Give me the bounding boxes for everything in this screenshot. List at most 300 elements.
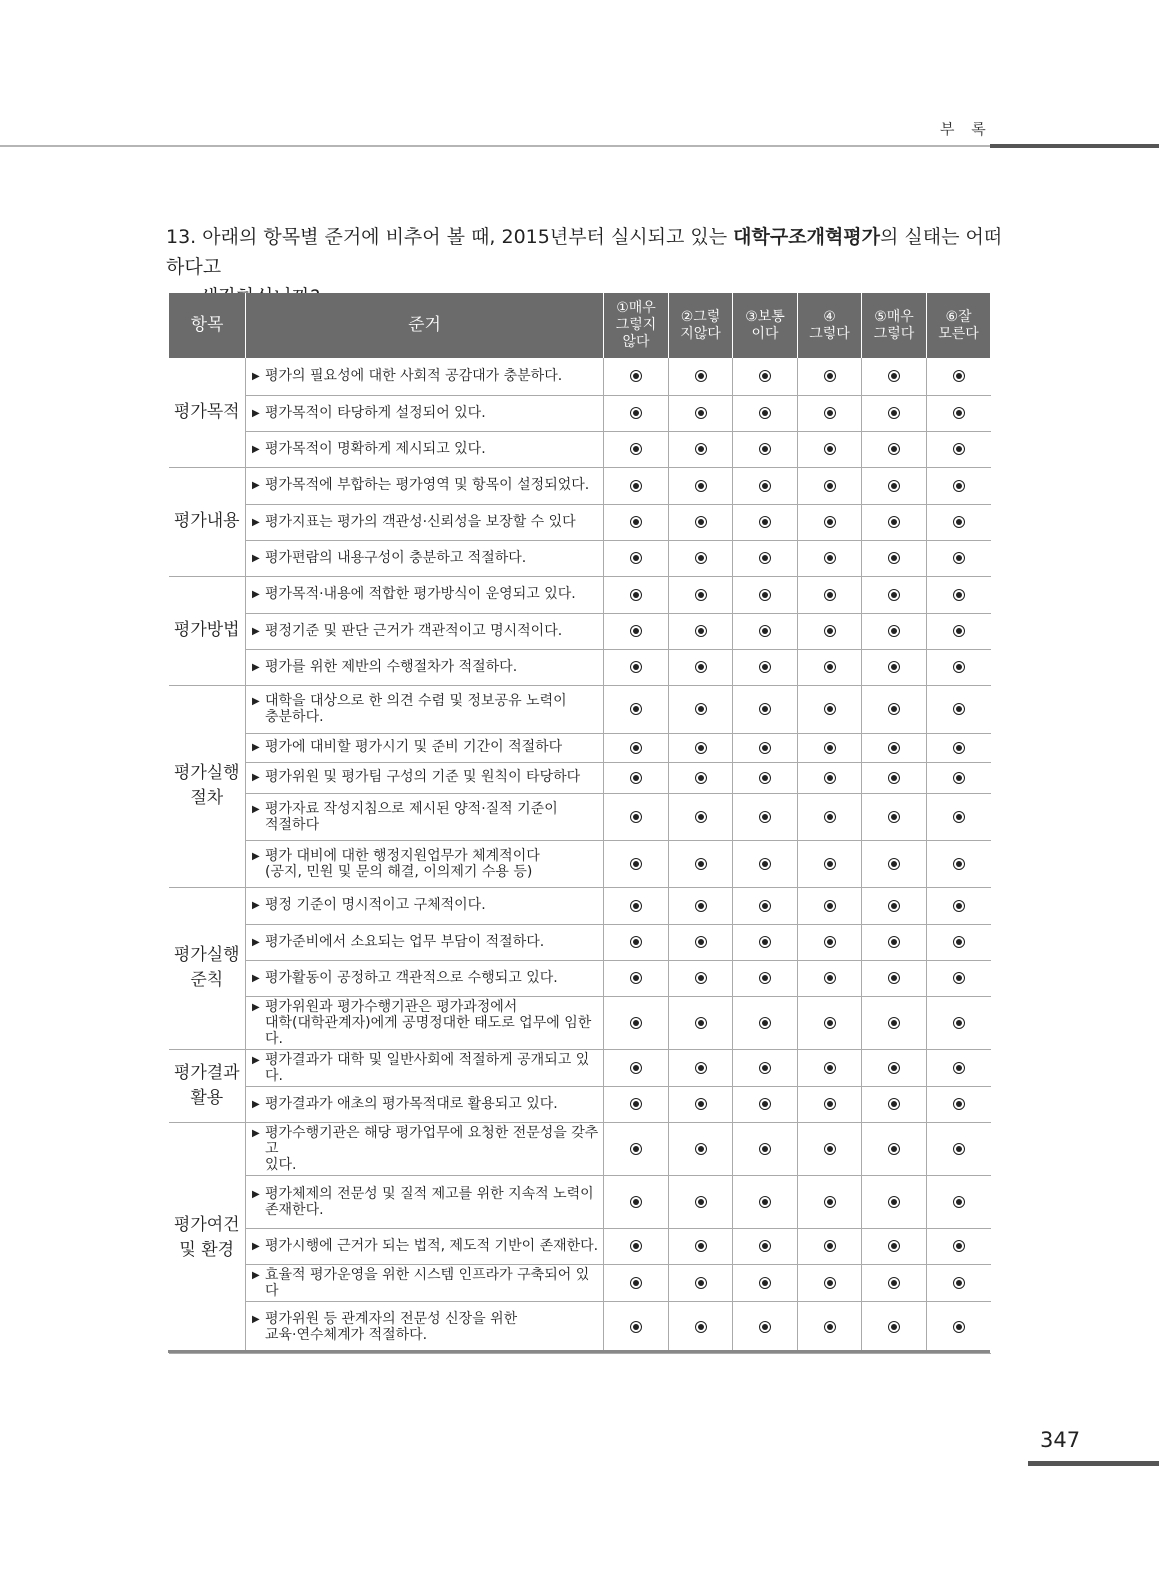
criterion-text: 평가 대비에 대한 행정지원업무가 체계적이다 (공지, 민원 및 문의 해결, 이의제기 수용 등) (265, 847, 540, 880)
rating-cell-1 (604, 960, 669, 996)
criterion-text: 평가시행에 근거가 되는 법적, 제도적 기반이 존재한다. (265, 1237, 599, 1254)
rating-cell-2 (669, 1264, 733, 1301)
radio-option-icon[interactable] (824, 1321, 836, 1333)
radio-option-icon[interactable] (759, 742, 771, 754)
radio-option-icon[interactable] (888, 1196, 900, 1208)
radio-option-icon[interactable] (953, 1240, 965, 1252)
rating-cell-5 (862, 1086, 927, 1122)
radio-option-icon[interactable] (888, 1321, 900, 1333)
radio-option-icon[interactable] (630, 900, 642, 912)
header-rule-accent (990, 144, 1159, 148)
radio-option-icon[interactable] (888, 703, 900, 715)
section-label: 부 록 (940, 120, 992, 138)
rating-cell-4 (798, 762, 862, 793)
bullet-arrow-icon: ▶ (252, 1188, 260, 1200)
table-row (169, 1049, 991, 1086)
rating-cell-3 (733, 467, 798, 504)
radio-option-icon[interactable] (888, 1017, 900, 1029)
criterion-text: 평가목적에 부합하는 평가영역 및 항목이 설정되었다. (265, 477, 590, 493)
radio-option-icon[interactable] (953, 516, 965, 528)
table-row (169, 1301, 991, 1353)
criterion-text: 대학을 대상으로 한 의견 수렴 및 정보공유 노력이 충분하다. (265, 693, 567, 725)
radio-option-icon[interactable] (630, 703, 642, 715)
radio-option-icon[interactable] (759, 1196, 771, 1208)
radio-option-icon[interactable] (824, 1143, 836, 1155)
rating-cell-6 (927, 576, 991, 613)
radio-option-icon[interactable] (824, 552, 836, 564)
criterion-text: 평정 기준이 명시적이고 구체적이다. (265, 897, 486, 913)
radio-option-icon[interactable] (888, 1143, 900, 1155)
rating-cell-5 (862, 395, 927, 431)
radio-option-icon[interactable] (695, 1321, 707, 1333)
category-cell (169, 576, 246, 685)
header-criteria: 준거 (246, 293, 604, 358)
rating-cell-3 (733, 840, 798, 887)
radio-option-icon[interactable] (630, 1017, 642, 1029)
rating-cell-2 (669, 1122, 733, 1175)
radio-option-icon[interactable] (759, 900, 771, 912)
table-row (169, 649, 991, 685)
question-line1-after: 의 실태는 어떠하다고 (166, 226, 1003, 278)
radio-option-icon[interactable] (695, 811, 707, 823)
radio-option-icon[interactable] (824, 443, 836, 455)
rating-cell-2 (669, 1086, 733, 1122)
table-row (169, 358, 991, 395)
radio-option-icon[interactable] (630, 811, 642, 823)
radio-option-icon[interactable] (695, 516, 707, 528)
rating-cell-1 (604, 1049, 669, 1086)
rating-cell-5 (862, 504, 927, 540)
radio-option-icon[interactable] (824, 661, 836, 673)
radio-option-icon[interactable] (759, 772, 771, 784)
rating-cell-2 (669, 358, 733, 395)
rating-cell-1 (604, 762, 669, 793)
radio-option-icon[interactable] (888, 772, 900, 784)
radio-option-icon[interactable] (695, 1196, 707, 1208)
bullet-arrow-icon: ▶ (252, 742, 260, 753)
rating-cell-1 (604, 840, 669, 887)
rating-cell-6 (927, 762, 991, 793)
rating-cell-2 (669, 467, 733, 504)
radio-option-icon[interactable] (630, 407, 642, 419)
rating-cell-5 (862, 649, 927, 685)
rating-cell-1 (604, 1228, 669, 1264)
rating-cell-3 (733, 1175, 798, 1228)
radio-option-icon[interactable] (695, 1143, 707, 1155)
radio-option-icon[interactable] (759, 1098, 771, 1110)
rating-cell-2 (669, 924, 733, 960)
rating-cell-6 (927, 1301, 991, 1353)
rating-cell-3 (733, 1264, 798, 1301)
bullet-arrow-icon: ▶ (252, 696, 260, 707)
rating-cell-1 (604, 1301, 669, 1353)
rating-cell-4 (798, 649, 862, 685)
table-bottom-rule (168, 1350, 990, 1353)
table-row (169, 467, 991, 504)
table-row (169, 540, 991, 576)
radio-option-icon[interactable] (953, 772, 965, 784)
radio-option-icon[interactable] (888, 1098, 900, 1110)
footer-rule (1028, 1461, 1159, 1466)
rating-cell-5 (862, 1301, 927, 1353)
radio-option-icon[interactable] (695, 443, 707, 455)
radio-option-icon[interactable] (759, 1240, 771, 1252)
rating-cell-3 (733, 1049, 798, 1086)
criterion-text: 평가수행기관은 해당 평가업무에 요청한 전문성을 갖추고 있다. (265, 1124, 599, 1173)
radio-option-icon[interactable] (953, 742, 965, 754)
radio-option-icon[interactable] (953, 370, 965, 382)
table-row (169, 1122, 991, 1175)
radio-option-icon[interactable] (630, 772, 642, 784)
radio-option-icon[interactable] (953, 661, 965, 673)
radio-option-icon[interactable] (759, 703, 771, 715)
bullet-arrow-icon: ▶ (252, 443, 260, 455)
radio-option-icon[interactable] (824, 370, 836, 382)
rating-cell-3 (733, 649, 798, 685)
radio-option-icon[interactable] (888, 661, 900, 673)
radio-option-icon[interactable] (759, 936, 771, 948)
question-number: 13. (166, 226, 197, 248)
rating-cell-4 (798, 793, 862, 840)
header-scale-1: ①매우 그렇지 않다 (604, 293, 669, 358)
radio-option-icon[interactable] (953, 858, 965, 870)
rating-cell-5 (862, 960, 927, 996)
radio-option-icon[interactable] (953, 1098, 965, 1110)
radio-option-icon[interactable] (695, 972, 707, 984)
radio-option-icon[interactable] (759, 811, 771, 823)
rating-cell-4 (798, 613, 862, 649)
radio-option-icon[interactable] (695, 936, 707, 948)
radio-option-icon[interactable] (888, 1277, 900, 1289)
radio-option-icon[interactable] (759, 858, 771, 870)
radio-option-icon[interactable] (759, 589, 771, 601)
radio-option-icon[interactable] (630, 1277, 642, 1289)
rating-cell-6 (927, 358, 991, 395)
criterion-cell (246, 685, 604, 733)
bullet-arrow-icon: ▶ (252, 625, 260, 637)
radio-option-icon[interactable] (630, 972, 642, 984)
category-label: 평가방법 (173, 620, 240, 640)
radio-option-icon[interactable] (888, 370, 900, 382)
table-row (169, 1086, 991, 1122)
radio-option-icon[interactable] (759, 516, 771, 528)
radio-option-icon[interactable] (630, 1062, 642, 1074)
radio-option-icon[interactable] (953, 589, 965, 601)
rating-cell-5 (862, 1264, 927, 1301)
radio-option-icon[interactable] (953, 552, 965, 564)
radio-option-icon[interactable] (759, 625, 771, 637)
rating-cell-3 (733, 504, 798, 540)
rating-cell-1 (604, 431, 669, 467)
rating-cell-2 (669, 540, 733, 576)
radio-option-icon[interactable] (695, 480, 707, 492)
radio-option-icon[interactable] (824, 858, 836, 870)
rating-cell-6 (927, 613, 991, 649)
radio-option-icon[interactable] (953, 900, 965, 912)
criterion-text: 평가지표는 평가의 객관성·신뢰성을 보장할 수 있다 (265, 513, 576, 530)
radio-option-icon[interactable] (759, 1062, 771, 1074)
radio-option-icon[interactable] (888, 858, 900, 870)
radio-option-icon[interactable] (824, 625, 836, 637)
radio-option-icon[interactable] (824, 1017, 836, 1029)
rating-cell-5 (862, 887, 927, 924)
bullet-arrow-icon: ▶ (252, 661, 260, 673)
rating-cell-2 (669, 576, 733, 613)
category-cell (169, 467, 246, 576)
radio-option-icon[interactable] (888, 811, 900, 823)
radio-option-icon[interactable] (630, 443, 642, 455)
criterion-cell (246, 793, 604, 840)
criterion-cell (246, 467, 604, 504)
rating-cell-5 (862, 840, 927, 887)
radio-option-icon[interactable] (630, 742, 642, 754)
criterion-cell (246, 1228, 604, 1264)
rating-cell-4 (798, 467, 862, 504)
criterion-cell (246, 576, 604, 613)
radio-option-icon[interactable] (759, 1143, 771, 1155)
radio-option-icon[interactable] (888, 1062, 900, 1074)
radio-option-icon[interactable] (824, 407, 836, 419)
table-row (169, 1228, 991, 1264)
radio-option-icon[interactable] (953, 1017, 965, 1029)
radio-option-icon[interactable] (888, 1240, 900, 1252)
category-label: 평가목적 (173, 401, 240, 422)
rating-cell-3 (733, 1301, 798, 1353)
radio-option-icon[interactable] (953, 1062, 965, 1074)
table-row (169, 504, 991, 540)
radio-option-icon[interactable] (759, 972, 771, 984)
radio-option-icon[interactable] (888, 516, 900, 528)
rating-cell-1 (604, 613, 669, 649)
radio-option-icon[interactable] (695, 1017, 707, 1029)
table-row (169, 762, 991, 793)
criterion-text: 평가활동이 공정하고 객관적으로 수행되고 있다. (265, 969, 558, 986)
radio-option-icon[interactable] (630, 480, 642, 492)
criterion-cell (246, 887, 604, 924)
radio-option-icon[interactable] (759, 370, 771, 382)
rating-cell-4 (798, 924, 862, 960)
radio-option-icon[interactable] (824, 1240, 836, 1252)
rating-cell-6 (927, 840, 991, 887)
radio-option-icon[interactable] (953, 480, 965, 492)
radio-option-icon[interactable] (695, 407, 707, 419)
radio-option-icon[interactable] (824, 589, 836, 601)
rating-cell-5 (862, 996, 927, 1049)
radio-option-icon[interactable] (630, 1196, 642, 1208)
rating-cell-1 (604, 395, 669, 431)
radio-option-icon[interactable] (630, 625, 642, 637)
rating-cell-6 (927, 504, 991, 540)
rating-cell-4 (798, 576, 862, 613)
radio-option-icon[interactable] (824, 516, 836, 528)
header-rule (0, 145, 990, 147)
criterion-cell (246, 1301, 604, 1353)
rating-cell-6 (927, 1228, 991, 1264)
radio-option-icon[interactable] (695, 370, 707, 382)
radio-option-icon[interactable] (824, 480, 836, 492)
bullet-arrow-icon: ▶ (252, 1240, 260, 1252)
criterion-text: 평가목적·내용에 적합한 평가방식이 운영되고 있다. (265, 586, 576, 602)
radio-option-icon[interactable] (759, 661, 771, 673)
bullet-arrow-icon: ▶ (252, 1001, 260, 1013)
rating-cell-4 (798, 685, 862, 733)
rating-cell-1 (604, 996, 669, 1049)
bullet-arrow-icon: ▶ (252, 1098, 260, 1110)
rating-cell-2 (669, 1049, 733, 1086)
radio-option-icon[interactable] (888, 589, 900, 601)
radio-option-icon[interactable] (953, 811, 965, 823)
radio-option-icon[interactable] (759, 1277, 771, 1289)
radio-option-icon[interactable] (695, 742, 707, 754)
radio-option-icon[interactable] (695, 900, 707, 912)
rating-cell-4 (798, 733, 862, 762)
rating-cell-3 (733, 540, 798, 576)
table-row (169, 793, 991, 840)
table-row (169, 1264, 991, 1301)
bullet-arrow-icon: ▶ (252, 900, 260, 911)
radio-option-icon[interactable] (630, 1321, 642, 1333)
criterion-cell (246, 540, 604, 576)
category-label: 평가결과 활용 (173, 1062, 240, 1108)
radio-option-icon[interactable] (630, 661, 642, 673)
radio-option-icon[interactable] (630, 552, 642, 564)
criterion-cell (246, 1175, 604, 1228)
radio-option-icon[interactable] (695, 1098, 707, 1110)
rating-cell-2 (669, 613, 733, 649)
radio-option-icon[interactable] (759, 1017, 771, 1029)
radio-option-icon[interactable] (824, 1098, 836, 1110)
criterion-cell (246, 1264, 604, 1301)
rating-cell-1 (604, 1122, 669, 1175)
criterion-cell (246, 395, 604, 431)
header-scale-3: ③보통 이다 (733, 293, 798, 358)
criterion-text: 효율적 평가운영을 위한 시스템 인프라가 구축되어 있다 (265, 1266, 590, 1299)
radio-option-icon[interactable] (824, 900, 836, 912)
radio-option-icon[interactable] (953, 936, 965, 948)
radio-option-icon[interactable] (759, 443, 771, 455)
radio-option-icon[interactable] (759, 1321, 771, 1333)
criterion-cell (246, 431, 604, 467)
radio-option-icon[interactable] (953, 1277, 965, 1289)
radio-option-icon[interactable] (888, 407, 900, 419)
radio-option-icon[interactable] (695, 589, 707, 601)
table-row (169, 395, 991, 431)
radio-option-icon[interactable] (953, 407, 965, 419)
radio-option-icon[interactable] (695, 1240, 707, 1252)
rating-cell-3 (733, 431, 798, 467)
rating-cell-1 (604, 1175, 669, 1228)
radio-option-icon[interactable] (953, 1321, 965, 1333)
criterion-text: 평가위원과 평가수행기관은 평가과정에서 대학(대학관계자)에게 공명정대한 태도로 업무에 임한다. (265, 998, 592, 1047)
radio-option-icon[interactable] (953, 1143, 965, 1155)
radio-option-icon[interactable] (953, 703, 965, 715)
rating-cell-1 (604, 358, 669, 395)
radio-option-icon[interactable] (630, 516, 642, 528)
rating-cell-5 (862, 793, 927, 840)
criterion-text: 평가목적이 명확하게 제시되고 있다. (265, 440, 486, 457)
radio-option-icon[interactable] (695, 661, 707, 673)
radio-option-icon[interactable] (888, 480, 900, 492)
rating-cell-6 (927, 996, 991, 1049)
radio-option-icon[interactable] (888, 443, 900, 455)
page-number: 347 (1040, 1428, 1081, 1452)
radio-option-icon[interactable] (888, 625, 900, 637)
radio-option-icon[interactable] (824, 811, 836, 823)
bullet-arrow-icon: ▶ (252, 972, 260, 984)
radio-option-icon[interactable] (695, 703, 707, 715)
radio-option-icon[interactable] (953, 443, 965, 455)
radio-option-icon[interactable] (888, 900, 900, 912)
radio-option-icon[interactable] (630, 370, 642, 382)
criterion-text: 평가위원 및 평가팀 구성의 기준 및 원칙이 타당하다 (265, 769, 581, 785)
radio-option-icon[interactable] (824, 703, 836, 715)
radio-option-icon[interactable] (695, 625, 707, 637)
header-scale-6: ⑥잘 모른다 (927, 293, 991, 358)
rating-cell-2 (669, 762, 733, 793)
criterion-cell (246, 1049, 604, 1086)
criterion-cell (246, 840, 604, 887)
rating-cell-1 (604, 1264, 669, 1301)
rating-cell-6 (927, 685, 991, 733)
radio-option-icon[interactable] (953, 625, 965, 637)
rating-cell-6 (927, 540, 991, 576)
radio-option-icon[interactable] (824, 1277, 836, 1289)
radio-option-icon[interactable] (824, 772, 836, 784)
survey-table (168, 293, 991, 1354)
rating-cell-2 (669, 887, 733, 924)
criterion-cell (246, 960, 604, 996)
radio-option-icon[interactable] (695, 858, 707, 870)
rating-cell-6 (927, 793, 991, 840)
radio-option-icon[interactable] (630, 1098, 642, 1110)
radio-option-icon[interactable] (953, 1196, 965, 1208)
radio-option-icon[interactable] (824, 936, 836, 948)
table-row (169, 685, 991, 733)
radio-option-icon[interactable] (888, 936, 900, 948)
radio-option-icon[interactable] (824, 972, 836, 984)
radio-option-icon[interactable] (630, 858, 642, 870)
rating-cell-3 (733, 733, 798, 762)
radio-option-icon[interactable] (630, 589, 642, 601)
bullet-arrow-icon: ▶ (252, 772, 260, 783)
radio-option-icon[interactable] (824, 742, 836, 754)
radio-option-icon[interactable] (759, 480, 771, 492)
radio-option-icon[interactable] (630, 1240, 642, 1252)
radio-option-icon[interactable] (759, 552, 771, 564)
radio-option-icon[interactable] (695, 772, 707, 784)
radio-option-icon[interactable] (695, 1062, 707, 1074)
rating-cell-3 (733, 395, 798, 431)
radio-option-icon[interactable] (630, 936, 642, 948)
radio-option-icon[interactable] (695, 552, 707, 564)
radio-option-icon[interactable] (953, 972, 965, 984)
rating-cell-2 (669, 1228, 733, 1264)
radio-option-icon[interactable] (888, 552, 900, 564)
bullet-arrow-icon: ▶ (252, 370, 260, 382)
criterion-cell (246, 733, 604, 762)
table-row (169, 576, 991, 613)
rating-cell-6 (927, 1175, 991, 1228)
radio-option-icon[interactable] (888, 742, 900, 754)
radio-option-icon[interactable] (759, 407, 771, 419)
radio-option-icon[interactable] (630, 1143, 642, 1155)
criterion-text: 평가목적이 타당하게 설정되어 있다. (265, 404, 486, 421)
radio-option-icon[interactable] (888, 972, 900, 984)
radio-option-icon[interactable] (824, 1196, 836, 1208)
radio-option-icon[interactable] (695, 1277, 707, 1289)
rating-cell-4 (798, 1228, 862, 1264)
radio-option-icon[interactable] (824, 1062, 836, 1074)
